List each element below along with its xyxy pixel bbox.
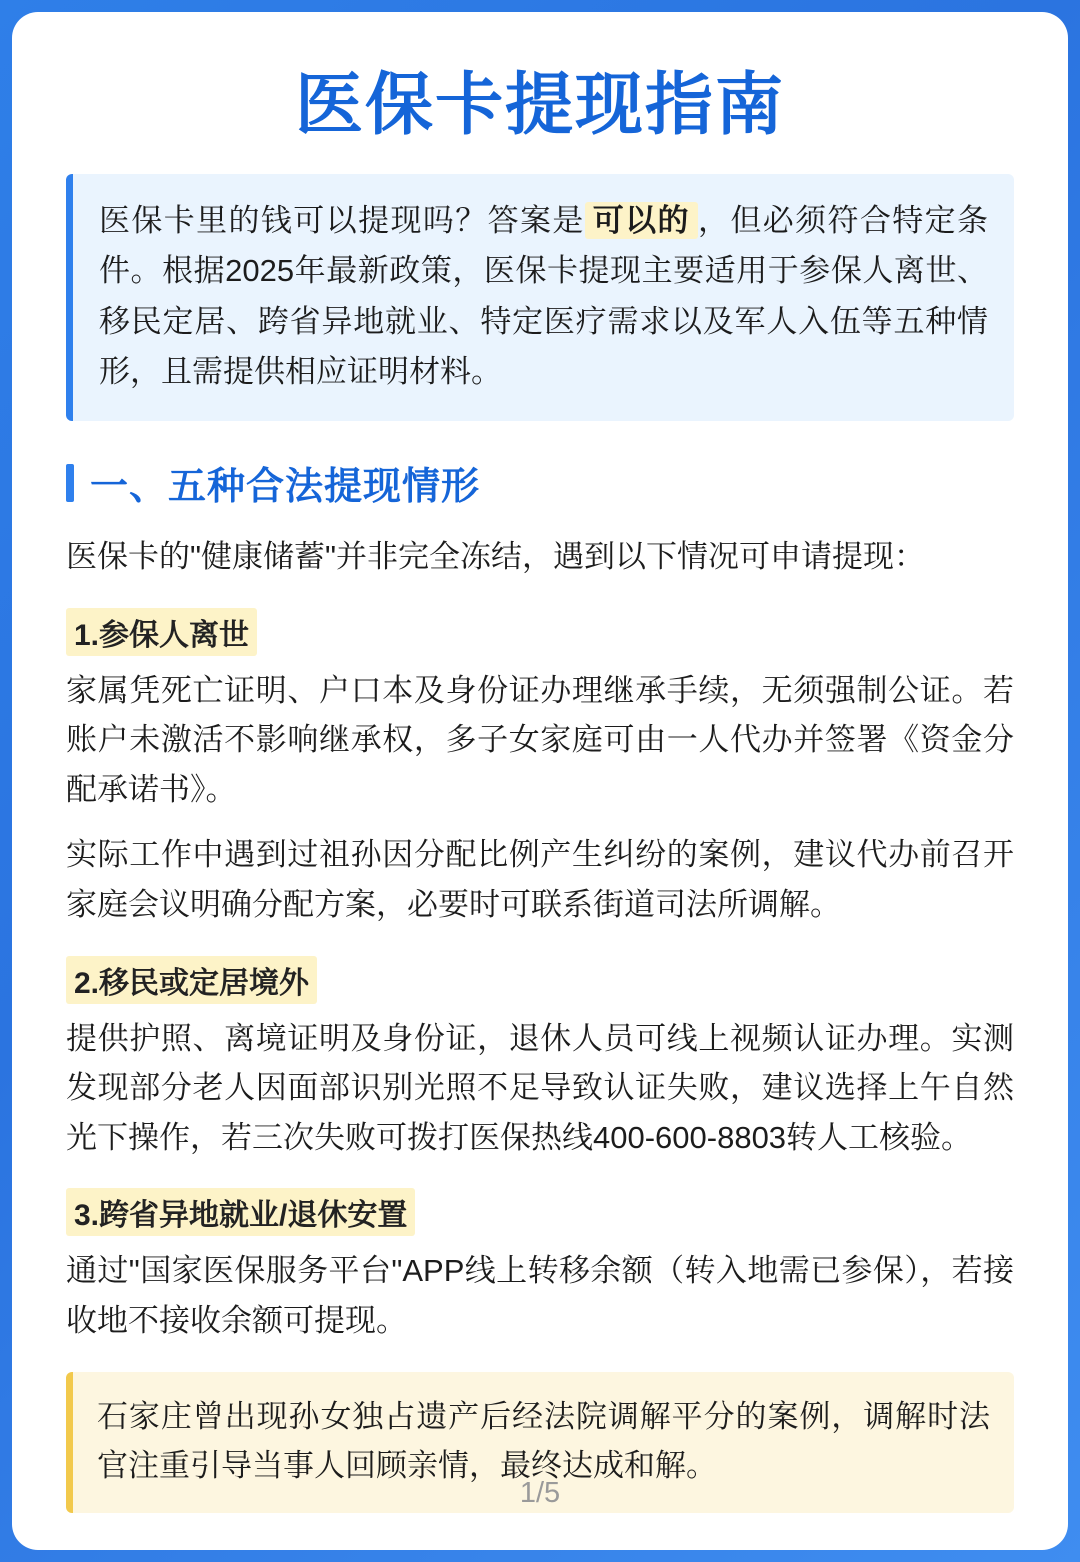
item-heading-wrap-2	[66, 946, 1014, 1010]
document-card	[12, 12, 1068, 1550]
item-heading-3: 3.跨省异地就业/退休安置	[66, 1188, 415, 1236]
item-paragraph-1-2: 实际工作中遇到过祖孙因分配比例产生纠纷的案例，建议代办前召开家庭会议明确分配方案，必要时可联系街道司法所调解。	[66, 837, 1014, 923]
section-heading	[66, 455, 1014, 510]
item-paragraph-1-1: 家属凭死亡证明、户口本及身份证办理继承手续，无须强制公证。若账户未激活不影响继承权，多子女家庭可由一人代办并签署《资金分配承诺书》。	[66, 672, 1014, 807]
item-heading-wrap-1	[66, 598, 1014, 662]
page-title: 医保卡提现指南	[294, 67, 785, 143]
intro-text-before: 医保卡里的钱可以提现吗？答案是	[99, 203, 585, 239]
note-text: 石家庄曾出现孙女独占遗产后经法院调解平分的案例，调解时法官注重引导当事人回顾亲情，最终达成和解。	[97, 1398, 990, 1484]
item-heading-1: 1.参保人离世	[66, 608, 257, 656]
section-accent-bar	[66, 464, 74, 502]
section-lead: 医保卡的"健康储蓄"并非完全冻结，遇到以下情况可申请提现：	[66, 539, 926, 575]
intro-highlight: 可以的	[585, 202, 698, 239]
item-paragraph-3-1: 通过"国家医保服务平台"APP线上转移余额（转入地需已参保），若接收地不接收余额可提现。	[66, 1253, 1014, 1338]
page-indicator: 1/5	[519, 1477, 561, 1509]
intro-callout	[66, 174, 1014, 421]
section-title: 一、五种合法提现情形	[90, 466, 481, 509]
intro-text-after: ，但必须符合特定条件。根据2025年最新政策，医保卡提现主要适用于参保人离世、移民定居、跨省异地就业、特定医疗需求以及军人入伍等五种情形，且需提供相应证明材料。	[99, 203, 989, 389]
intro-paragraph	[99, 196, 988, 397]
item-paragraph-2-1: 提供护照、离境证明及身份证，退休人员可线上视频认证办理。实测发现部分老人因面部识别光照不足导致认证失败，建议选择上午自然光下操作，若三次失败可拨打医保热线400-600-8803转人工核验。	[66, 1020, 1014, 1155]
item-heading-2: 2.移民或定居境外	[66, 956, 317, 1004]
item-heading-wrap-3	[66, 1178, 1014, 1242]
